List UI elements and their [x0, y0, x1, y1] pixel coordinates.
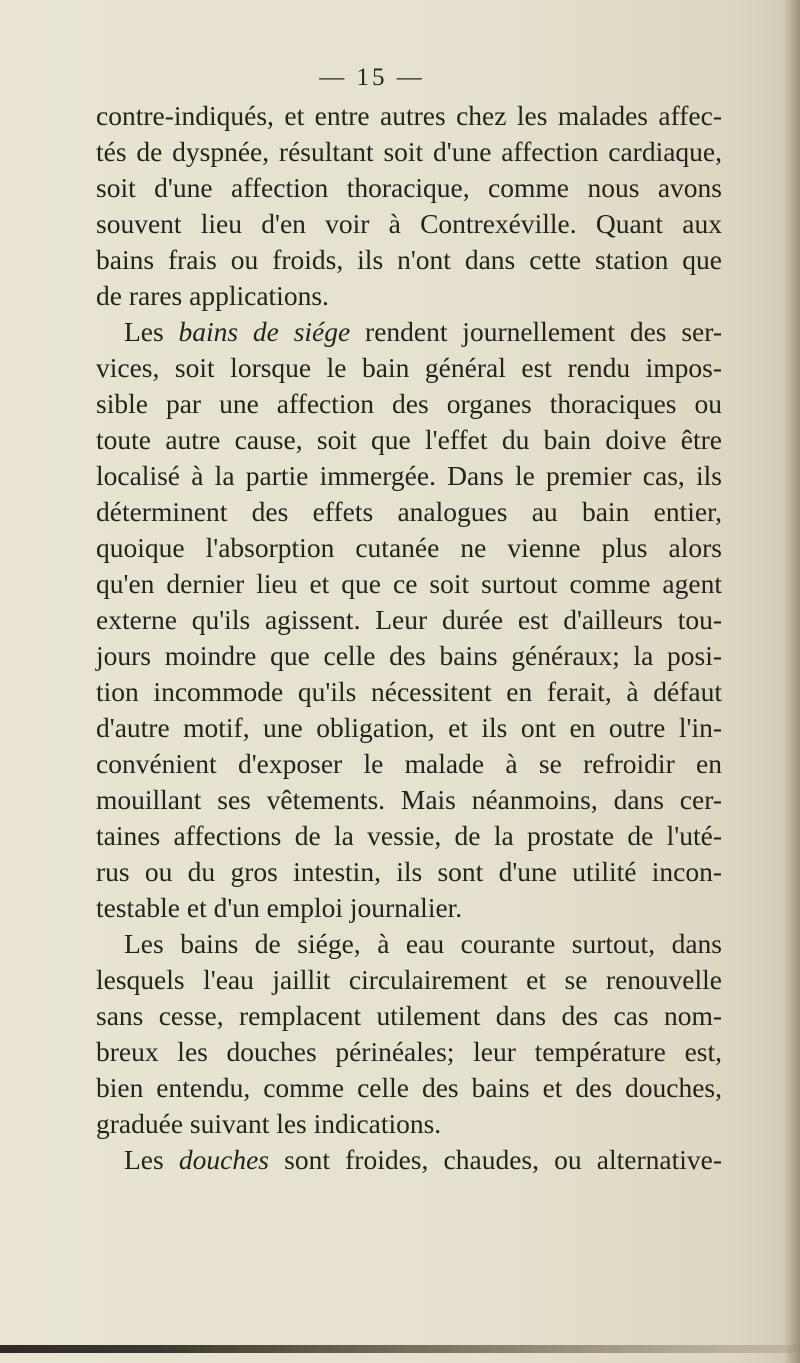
- text-line: quoique l'absorption cutanée ne vienne plus alors: [96, 532, 722, 563]
- text-line: déterminent des effets analogues au bain entier,: [96, 496, 722, 527]
- text-fragment: rendent journellement des ser-: [350, 316, 722, 347]
- text-line: [96, 314, 722, 350]
- text-line: d'autre motif, une obligation, et ils ont en outre l'in-: [96, 712, 722, 743]
- page-number: — 15 —: [319, 64, 425, 91]
- text-line: bien entendu, comme celle des bains et des douches,: [96, 1072, 722, 1103]
- text-line: taines affections de la vessie, de la prostate de l'uté-: [96, 820, 722, 851]
- text-line: toute autre cause, soit que l'effet du bain doive être: [96, 424, 722, 455]
- body-text: [96, 98, 722, 1178]
- page-edge-shadow: [784, 0, 800, 1363]
- text-line: qu'en dernier lieu et que ce soit surtout comme agent: [96, 568, 722, 599]
- text-line: bains frais ou froids, ils n'ont dans cette station que: [96, 244, 722, 275]
- text-line: sible par une affection des organes thoraciques ou: [96, 388, 722, 419]
- text-line: jours moindre que celle des bains généraux; la posi-: [96, 640, 722, 671]
- text-line: tion incommode qu'ils nécessitent en ferait, à défaut: [96, 676, 722, 707]
- text-line: souvent lieu d'en voir à Contrexéville. Quant aux: [96, 208, 722, 239]
- text-line: de rares applications.: [96, 280, 329, 311]
- text-fragment: Les: [124, 1144, 179, 1175]
- text-line: Les bains de siége, à eau courante surtout, dans: [124, 928, 722, 959]
- text-line: breux les douches périnéales; leur température est,: [96, 1036, 722, 1067]
- italic-term: bains de siége: [178, 316, 351, 347]
- text-line: testable et d'un emploi journalier.: [96, 892, 463, 923]
- text-line: sans cesse, remplacent utilement dans des cas nom-: [96, 1000, 722, 1031]
- text-line: rus ou du gros intestin, ils sont d'une utilité incon-: [96, 856, 722, 887]
- text-line: tés de dyspnée, résultant soit d'une affection cardiaque,: [96, 136, 722, 167]
- text-fragment: Les: [124, 316, 179, 347]
- text-line: localisé à la partie immergée. Dans le premier cas, ils: [96, 460, 722, 491]
- scan-border: [0, 1345, 800, 1353]
- italic-term: douches: [178, 1144, 269, 1175]
- text-line: soit d'une affection thoracique, comme nous avons: [96, 172, 722, 203]
- text-line: vices, soit lorsque le bain général est rendu impos-: [96, 352, 722, 383]
- text-line: lesquels l'eau jaillit circulairement et se renouvelle: [96, 964, 722, 995]
- text-fragment: sont froides, chaudes, ou alternative-: [269, 1144, 722, 1175]
- text-line: contre-indiqués, et entre autres chez les malades affec-: [96, 100, 722, 131]
- text-line: externe qu'ils agissent. Leur durée est d'ailleurs tou-: [96, 604, 722, 635]
- text-line: convénient d'exposer le malade à se refroidir en: [96, 748, 722, 779]
- text-line: mouillant ses vêtements. Mais néanmoins, dans cer-: [96, 784, 722, 815]
- text-line: graduée suivant les indications.: [96, 1108, 442, 1139]
- text-line: [96, 1142, 722, 1178]
